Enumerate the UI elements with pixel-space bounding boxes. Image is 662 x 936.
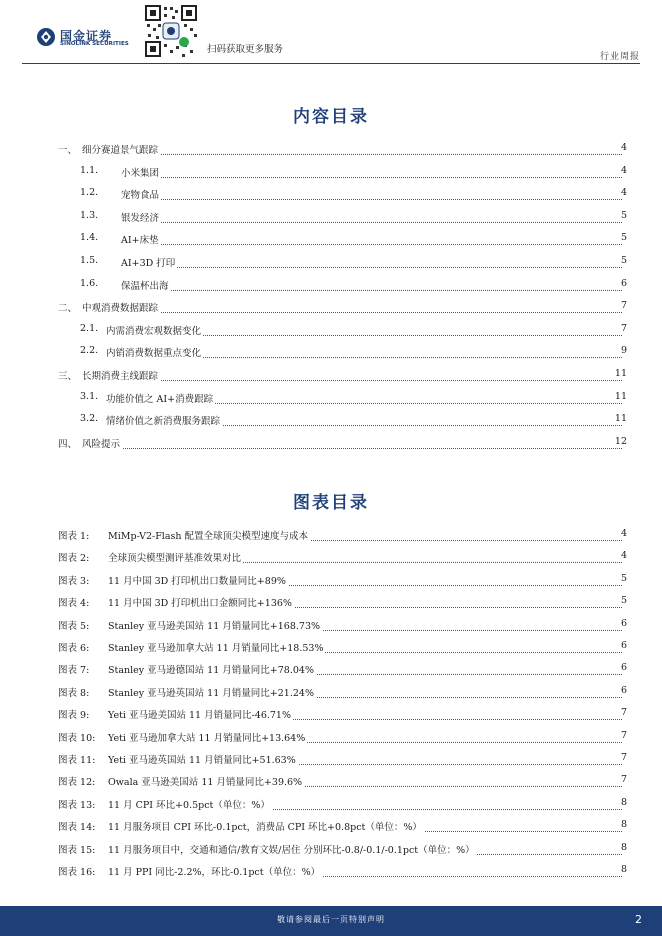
entry-number: 1.5. <box>80 255 99 266</box>
entry-page: 5 <box>618 573 627 584</box>
entry-label: Stanley 亚马逊加拿大站 11 月销量同比+18.53% <box>108 640 325 654</box>
entry-page: 4 <box>618 550 627 561</box>
entry-label: 11 月中国 3D 打印机出口金额同比+136% <box>108 595 294 609</box>
toc-entry[interactable] <box>0 255 662 269</box>
page-number: 2 <box>635 913 642 926</box>
logo-cn-text: 国金证券 <box>60 29 113 43</box>
entry-number: 1.1. <box>80 164 99 176</box>
entry-label: 风险提示 <box>82 436 122 450</box>
entry-number: 3.1. <box>80 390 99 402</box>
entry-number: 图表 3: <box>58 575 90 587</box>
entry-number: 图表 11: <box>58 755 96 766</box>
dot-leader <box>121 278 622 291</box>
dot-leader <box>121 165 622 178</box>
entry-label: 11 月 PPI 同比-2.2%，环比-0.1pct（单位：%） <box>108 864 322 878</box>
entry-label: 宠物食品 <box>121 187 161 201</box>
entry-label: 功能价值之 AI+消费跟踪 <box>106 391 215 405</box>
entry-label: Stanley 亚马逊德国站 11 月销量同比+78.04% <box>108 662 316 676</box>
figure-entry[interactable] <box>0 595 662 609</box>
dot-leader <box>121 255 622 268</box>
figure-entry[interactable] <box>0 752 662 766</box>
entry-page: 7 <box>618 300 627 311</box>
entry-page: 7 <box>618 730 627 741</box>
toc-entry[interactable] <box>0 300 662 314</box>
logo-en-text: SINOLINK SECURITIES <box>60 41 129 47</box>
entry-page: 6 <box>618 618 627 629</box>
entry-page: 6 <box>618 640 627 651</box>
entry-label: Yeti 亚马逊美国站 11 月销量同比-46.71% <box>108 707 293 721</box>
entry-label: 内需消费宏观数据变化 <box>106 323 203 337</box>
figure-entry[interactable] <box>0 550 662 564</box>
figure-entry[interactable] <box>0 528 662 542</box>
entry-number: 图表 13: <box>58 799 96 811</box>
page-header <box>0 0 662 64</box>
entry-number: 图表 12: <box>58 777 96 789</box>
dot-leader <box>82 368 622 381</box>
entry-page: 5 <box>618 255 627 266</box>
figure-entry[interactable] <box>0 573 662 587</box>
entry-number: 四、 <box>58 438 78 450</box>
toc-entry[interactable] <box>0 278 662 292</box>
entry-label: AI+3D 打印 <box>121 255 177 269</box>
entry-number: 图表 2: <box>58 553 90 565</box>
entry-label: 长期消费主线跟踪 <box>82 368 160 382</box>
figure-entry[interactable] <box>0 618 662 632</box>
entry-page: 6 <box>618 662 627 673</box>
logo-mark-icon <box>36 27 56 47</box>
entry-page: 12 <box>612 436 627 447</box>
dot-leader <box>121 187 622 200</box>
figure-entry[interactable] <box>0 819 662 833</box>
entry-page: 8 <box>618 842 627 853</box>
entry-label: 情绪价值之新消费服务跟踪 <box>106 413 222 427</box>
entry-number: 图表 4: <box>58 598 90 610</box>
entry-label: 保温杯出海 <box>121 278 171 292</box>
figure-entry[interactable] <box>0 730 662 744</box>
entry-number: 图表 1: <box>58 531 90 542</box>
qr-code-icon[interactable] <box>144 4 198 58</box>
entry-label: MiMp-V2-Flash 配置全球顶尖模型速度与成本 <box>108 528 310 542</box>
entry-label: 小米集团 <box>121 165 161 179</box>
sinolink-logo <box>36 27 130 51</box>
entry-number: 2.1. <box>80 322 99 334</box>
entry-page: 9 <box>618 345 627 356</box>
toc-entry[interactable] <box>0 232 662 246</box>
entry-page: 4 <box>618 187 627 198</box>
page-footer <box>0 906 662 936</box>
entry-number: 图表 5: <box>58 620 90 632</box>
footer-disclaimer: 敬请参阅最后一页特别声明 <box>277 915 385 924</box>
dot-leader <box>82 142 622 155</box>
entry-number: 图表 14: <box>58 822 96 834</box>
entry-page: 7 <box>618 323 627 334</box>
entry-label: Yeti 亚马逊英国站 11 月销量同比+51.63% <box>108 752 298 766</box>
toc-entry[interactable] <box>0 368 662 382</box>
entry-number: 一、 <box>58 145 78 156</box>
entry-label: Yeti 亚马逊加拿大站 11 月销量同比+13.64% <box>108 730 307 744</box>
report-type-label: 行业周报 <box>599 52 640 62</box>
entry-page: 11 <box>612 413 627 424</box>
entry-page: 4 <box>618 528 627 539</box>
figures-title: 图表目录 <box>293 493 369 513</box>
entry-page: 6 <box>618 685 627 696</box>
dot-leader <box>121 232 622 245</box>
entry-label: 全球顶尖模型测评基准效果对比 <box>108 550 243 564</box>
entry-number: 图表 15: <box>58 844 96 856</box>
entry-label: 银发经济 <box>121 210 161 224</box>
contents-title: 内容目录 <box>293 107 369 127</box>
header-divider <box>22 63 640 64</box>
entry-number: 图表 6: <box>58 643 90 654</box>
entry-label: Stanley 亚马逊美国站 11 月销量同比+168.73% <box>108 618 322 632</box>
toc-entry[interactable] <box>0 210 662 224</box>
entry-label: AI+床垫 <box>121 232 161 246</box>
entry-number: 1.4. <box>80 232 99 244</box>
toc-entry[interactable] <box>0 187 662 201</box>
figure-entry[interactable] <box>0 662 662 676</box>
toc-entry[interactable] <box>0 345 662 359</box>
figure-entry[interactable] <box>0 640 662 654</box>
entry-page: 4 <box>618 165 627 176</box>
entry-page: 11 <box>612 368 627 379</box>
entry-number: 图表 10: <box>58 732 96 744</box>
dot-leader <box>82 300 622 313</box>
entry-page: 5 <box>618 210 627 221</box>
entry-page: 6 <box>618 278 627 289</box>
entry-number: 1.2. <box>80 187 99 199</box>
entry-page: 7 <box>618 774 627 785</box>
entry-page: 8 <box>618 864 627 875</box>
figure-entry[interactable] <box>0 864 662 878</box>
entry-number: 二、 <box>58 303 78 315</box>
entry-label: Stanley 亚马逊英国站 11 月销量同比+21.24% <box>108 685 316 699</box>
dot-leader <box>121 210 622 223</box>
qr-caption: 扫码获取更多服务 <box>207 44 284 55</box>
entry-page: 7 <box>618 752 627 763</box>
figure-entry[interactable] <box>0 707 662 721</box>
entry-page: 5 <box>618 232 627 243</box>
toc-entry[interactable] <box>0 142 662 156</box>
toc-entry[interactable] <box>0 165 662 179</box>
entry-label: 11 月 CPI 环比+0.5pct（单位：%） <box>108 797 272 811</box>
figure-entry[interactable] <box>0 842 662 856</box>
entry-page: 8 <box>618 819 627 830</box>
entry-page: 8 <box>618 797 627 808</box>
toc-entry[interactable] <box>0 391 662 405</box>
entry-label: 11 月中国 3D 打印机出口数量同比+89% <box>108 573 288 587</box>
entry-page: 11 <box>612 391 627 402</box>
entry-number: 三、 <box>58 371 78 382</box>
entry-number: 图表 7: <box>58 665 90 677</box>
entry-label: 中观消费数据跟踪 <box>82 300 160 314</box>
toc-entry[interactable] <box>0 436 662 450</box>
entry-number: 1.3. <box>80 209 99 221</box>
figure-entry[interactable] <box>0 797 662 811</box>
entry-label: 内销消费数据重点变化 <box>106 345 203 359</box>
entry-page: 5 <box>618 595 627 606</box>
toc-entry[interactable] <box>0 413 662 427</box>
figure-entry[interactable] <box>0 774 662 788</box>
dot-leader <box>82 436 622 449</box>
entry-page: 7 <box>618 707 627 718</box>
entry-number: 2.2. <box>80 345 99 357</box>
entry-label: 11 月服务项目中，交通和通信/教育文娱/居住 分别环比-0.8/-0.1/-0.1pct（单位：%） <box>108 842 477 856</box>
entry-number: 3.2. <box>80 413 99 425</box>
figure-entry[interactable] <box>0 685 662 699</box>
entry-label: Owala 亚马逊美国站 11 月销量同比+39.6% <box>108 774 304 788</box>
entry-number: 图表 9: <box>58 710 90 722</box>
entry-number: 图表 16: <box>58 867 96 878</box>
entry-number: 图表 8: <box>58 687 90 699</box>
entry-label: 11 月服务项目 CPI 环比-0.1pct，消费品 CPI 环比+0.8pct（单位：%） <box>108 819 424 833</box>
entry-number: 1.6. <box>80 277 99 289</box>
toc-entry[interactable] <box>0 323 662 337</box>
entry-page: 4 <box>618 142 627 153</box>
entry-label: 细分赛道景气跟踪 <box>82 142 160 156</box>
